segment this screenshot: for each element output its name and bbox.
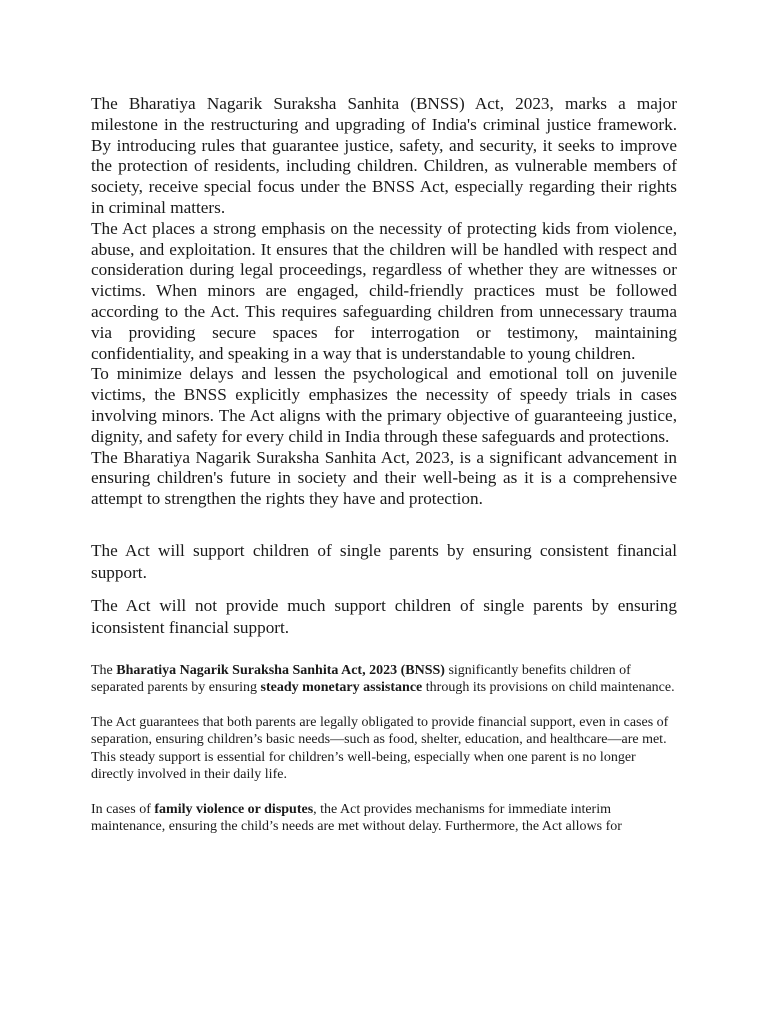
response-section	[91, 662, 677, 836]
text: through its provisions on child maintenance.	[422, 680, 675, 696]
intro-paragraph-4: The Bharatiya Nagarik Suraksha Sanhita Act, 2023, is a significant advancement in ensuring children's future in society and their well-being as it is a comprehensive attempt to strengthen the rights they have and protection.	[91, 447, 677, 509]
text: , the Act provides mechanisms for immediate interim maintenance, ensuring the child’s needs are met without delay. Furthermore, the Act allows for	[91, 801, 622, 835]
intro-paragraph-1: The Bharatiya Nagarik Suraksha Sanhita (BNSS) Act, 2023, marks a major milestone in the restructuring and upgrading of India's criminal justice framework. By introducing rules that guarantee justice, safety, and security, it seeks to improve the protection of residents, including children. Children, as vulnerable members of society, receive special focus under the BNSS Act, especially regarding their rights in criminal matters.	[91, 94, 677, 217]
statement-1: The Act will support children of single parents by ensuring consistent financial support.	[91, 540, 677, 583]
spacer	[91, 510, 677, 540]
document-page	[91, 94, 677, 853]
text: The	[91, 662, 117, 678]
statements-section	[91, 540, 677, 640]
statement-2: The Act will not provide much support children of single parents by ensuring iconsistent financial support.	[91, 595, 677, 638]
intro-section	[91, 94, 677, 510]
bold-monetary-assistance: steady monetary assistance	[260, 680, 423, 696]
response-paragraph-1	[91, 662, 677, 697]
intro-paragraph-3: To minimize delays and lessen the psychological and emotional toll on juvenile victims, the BNSS explicitly emphasizes the necessity of speedy trials in cases involving minors. The Act aligns with the primary objective of guaranteeing justice, dignity, and safety for every child in India through these safeguards and protections.	[91, 364, 677, 446]
text: significantly benefits children of separated parents by ensuring	[91, 662, 631, 696]
text: In cases of	[91, 801, 155, 817]
bold-act-name: Bharatiya Nagarik Suraksha Sanhita Act, 2023 (BNSS)	[116, 662, 445, 678]
response-paragraph-2: The Act guarantees that both parents are legally obligated to provide financial support, even in cases of separation, ensuring children’s basic needs—such as food, shelter, education, and healthcare—are met. This steady support is essential for children’s well-being, especially when one parent is no longer directly involved in their daily life.	[91, 714, 669, 783]
bold-family-violence: family violence or disputes	[154, 801, 314, 817]
response-paragraph-3	[91, 801, 677, 836]
intro-paragraph-2: The Act places a strong emphasis on the necessity of protecting kids from violence, abuse, and exploitation. It ensures that the children will be handled with respect and consideration during legal proceedings, regardless of whether they are witnesses or victims. When minors are engaged, child-friendly practices must be followed according to the Act. This requires safeguarding children from unnecessary trauma via providing secure spaces for interrogation or testimony, maintaining confidentiality, and speaking in a way that is understandable to young children.	[91, 218, 677, 363]
